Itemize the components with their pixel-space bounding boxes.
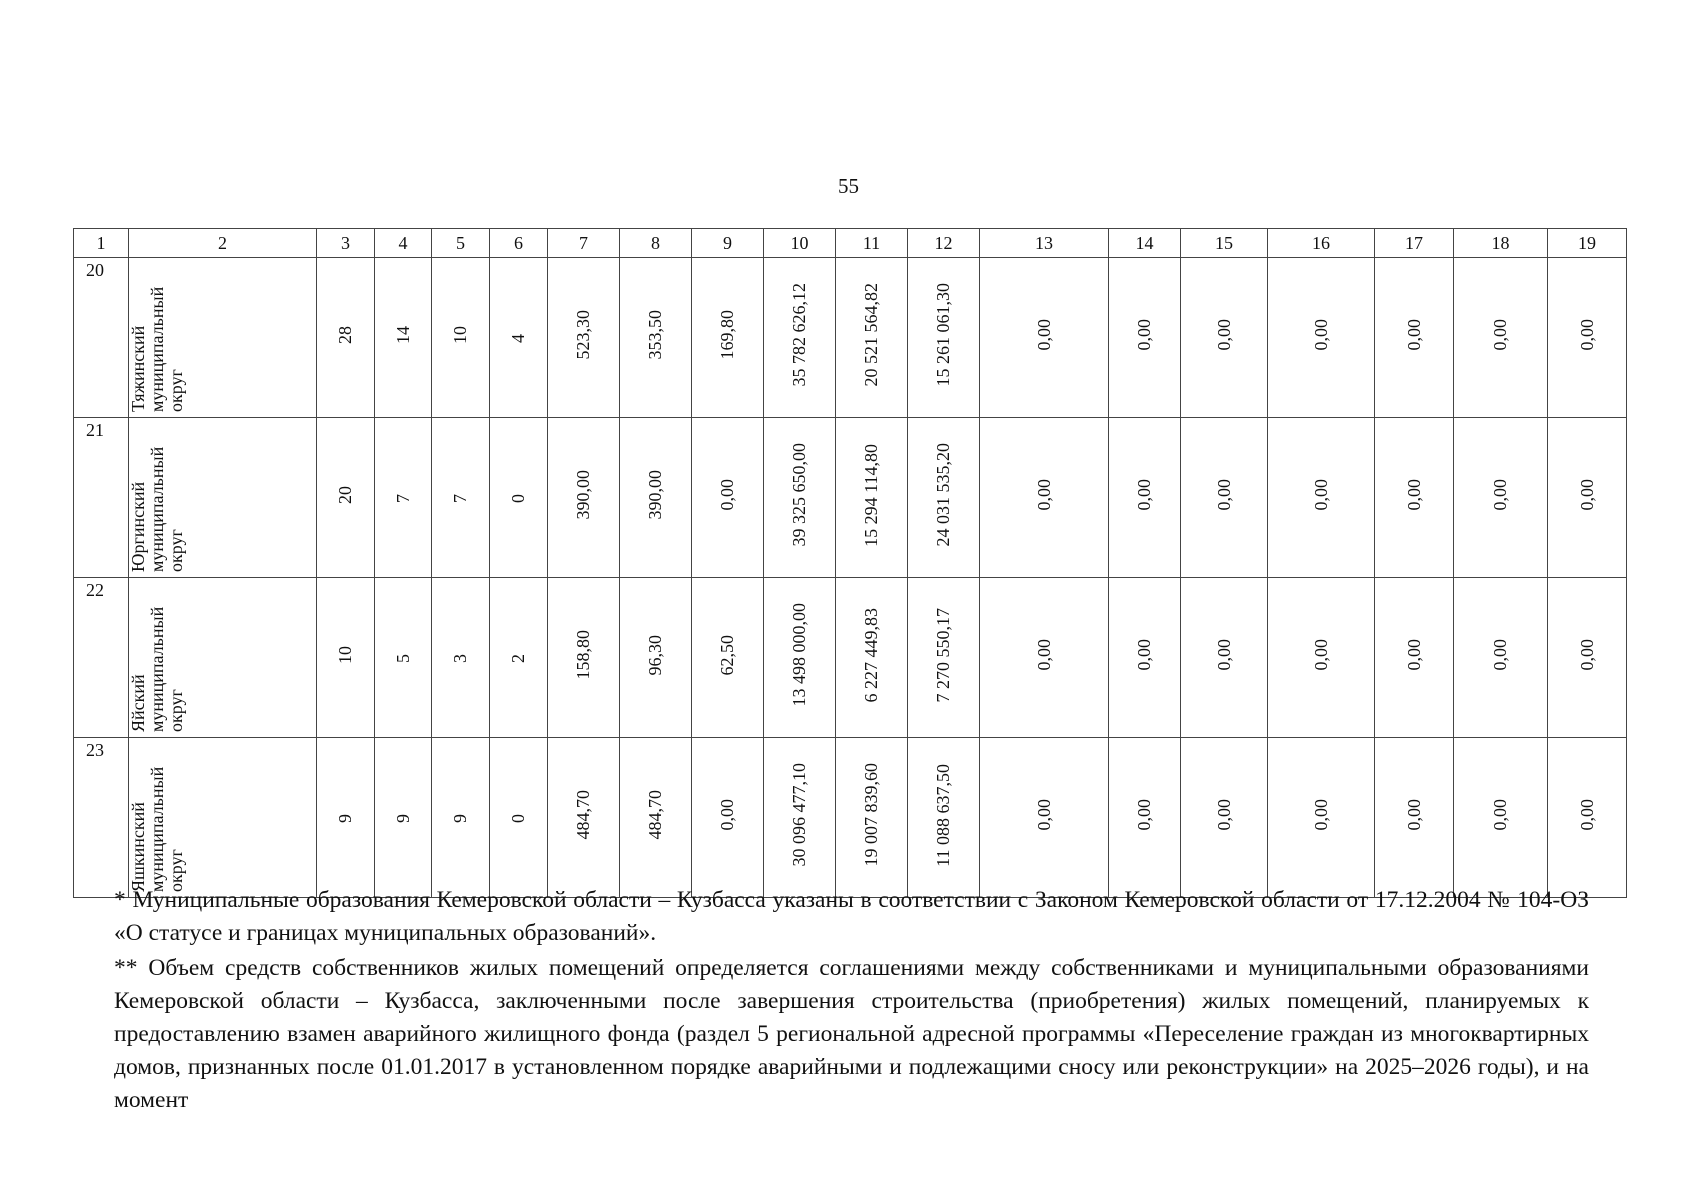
cell-value: 5 xyxy=(392,654,413,663)
table-cell xyxy=(1268,418,1375,578)
cell-value: 0,00 xyxy=(1403,319,1424,351)
cell-value: 0,00 xyxy=(1403,479,1424,511)
table-cell xyxy=(1548,258,1627,418)
table-cell xyxy=(908,418,980,578)
table-cell xyxy=(764,738,836,898)
municipality-name-cell xyxy=(129,578,317,738)
table-cell xyxy=(1375,418,1454,578)
cell-value: 0,00 xyxy=(1576,639,1597,671)
cell-value: 10 xyxy=(335,646,356,664)
table-cell xyxy=(836,578,908,738)
cell-value: 0,00 xyxy=(1213,479,1234,511)
cell-value: 0,00 xyxy=(1033,799,1054,831)
cell-value: 0,00 xyxy=(1213,639,1234,671)
table-cell xyxy=(692,578,764,738)
cell-value: 9 xyxy=(450,814,471,823)
table-cell xyxy=(1109,578,1181,738)
municipality-name-cell xyxy=(129,258,317,418)
table-cell xyxy=(490,738,548,898)
cell-value: 0 xyxy=(508,494,529,503)
table-cell xyxy=(375,258,432,418)
table-cell xyxy=(1375,738,1454,898)
cell-value: 390,00 xyxy=(645,470,666,520)
header-cell: 7 xyxy=(548,229,620,258)
header-cell: 13 xyxy=(980,229,1109,258)
cell-value: 13 498 000,00 xyxy=(789,603,810,707)
cell-value: 0,00 xyxy=(717,799,738,831)
cell-value: 0,00 xyxy=(1576,479,1597,511)
table-row xyxy=(74,738,1627,898)
header-cell: 19 xyxy=(1548,229,1627,258)
table-cell xyxy=(317,258,375,418)
header-cell: 17 xyxy=(1375,229,1454,258)
table-cell xyxy=(548,738,620,898)
header-cell: 16 xyxy=(1268,229,1375,258)
table-cell xyxy=(375,738,432,898)
table-cell xyxy=(1109,738,1181,898)
table-cell xyxy=(692,738,764,898)
table-cell xyxy=(620,258,692,418)
table-cell xyxy=(1454,418,1548,578)
table-cell xyxy=(1375,578,1454,738)
table-cell xyxy=(980,738,1109,898)
table-cell xyxy=(1454,738,1548,898)
table-cell xyxy=(836,418,908,578)
cell-value: 7 270 550,17 xyxy=(933,607,954,703)
table-cell xyxy=(1109,258,1181,418)
cell-value: 0,00 xyxy=(1490,479,1511,511)
table-cell xyxy=(764,578,836,738)
table-cell xyxy=(432,578,490,738)
table-cell xyxy=(490,258,548,418)
cell-value: 0,00 xyxy=(717,479,738,511)
cell-value: 0,00 xyxy=(1310,799,1331,831)
table-cell xyxy=(980,578,1109,738)
cell-value: 0,00 xyxy=(1576,319,1597,351)
table-cell xyxy=(1268,738,1375,898)
row-number: 21 xyxy=(74,418,129,578)
footnote-1: * Муниципальные образования Кемеровской области – Кузбасса указаны в соответствии с Законом Кемеровской области от 17.12.2004 № 104-ОЗ «О статусе и границах муниципальных образований». xyxy=(114,887,1589,946)
header-cell: 10 xyxy=(764,229,836,258)
table-cell xyxy=(1268,578,1375,738)
cell-value: 19 007 839,60 xyxy=(861,763,882,867)
header-cell: 11 xyxy=(836,229,908,258)
cell-value: 20 xyxy=(335,486,356,504)
table-cell xyxy=(1454,258,1548,418)
cell-value: 3 xyxy=(450,654,471,663)
table-cell xyxy=(1181,418,1268,578)
header-cell: 9 xyxy=(692,229,764,258)
header-cell: 15 xyxy=(1181,229,1268,258)
municipality-name-cell xyxy=(129,738,317,898)
data-table xyxy=(73,228,1627,898)
table-cell xyxy=(1548,578,1627,738)
cell-value: 7 xyxy=(392,494,413,503)
cell-value: 0,00 xyxy=(1490,639,1511,671)
cell-value: 15 294 114,80 xyxy=(861,443,882,547)
table-cell xyxy=(764,258,836,418)
cell-value: 30 096 477,10 xyxy=(789,763,810,867)
table-cell xyxy=(1375,258,1454,418)
cell-value: 0,00 xyxy=(1576,799,1597,831)
table-cell xyxy=(980,258,1109,418)
table-row xyxy=(74,418,1627,578)
cell-value: 14 xyxy=(392,326,413,344)
header-cell: 14 xyxy=(1109,229,1181,258)
table-cell xyxy=(620,738,692,898)
cell-value: 35 782 626,12 xyxy=(789,283,810,387)
table-cell xyxy=(1548,738,1627,898)
header-row xyxy=(74,229,1627,258)
cell-value: 0,00 xyxy=(1134,639,1155,671)
cell-value: 28 xyxy=(335,326,356,344)
table-cell xyxy=(317,578,375,738)
cell-value: 158,80 xyxy=(573,630,594,680)
table-cell xyxy=(692,258,764,418)
table-cell xyxy=(548,258,620,418)
header-cell: 4 xyxy=(375,229,432,258)
table-cell xyxy=(432,738,490,898)
table-cell xyxy=(490,578,548,738)
table-row xyxy=(74,578,1627,738)
table-row xyxy=(74,258,1627,418)
header-cell: 8 xyxy=(620,229,692,258)
table-cell xyxy=(375,578,432,738)
header-cell: 1 xyxy=(74,229,129,258)
table-cell xyxy=(908,578,980,738)
row-number: 20 xyxy=(74,258,129,418)
table-cell xyxy=(1268,258,1375,418)
table-cell xyxy=(317,738,375,898)
header-cell: 2 xyxy=(129,229,317,258)
cell-value: 353,50 xyxy=(645,310,666,360)
header-cell: 6 xyxy=(490,229,548,258)
table-cell xyxy=(1181,578,1268,738)
cell-value: 6 227 449,83 xyxy=(861,607,882,703)
table-cell xyxy=(490,418,548,578)
cell-value: 0,00 xyxy=(1033,639,1054,671)
cell-value: 523,30 xyxy=(573,310,594,360)
municipality-name-cell xyxy=(129,418,317,578)
cell-value: 0,00 xyxy=(1310,479,1331,511)
cell-value: 0,00 xyxy=(1134,799,1155,831)
table-cell xyxy=(764,418,836,578)
table-cell xyxy=(548,418,620,578)
footnote-2: ** Объем средств собственников жилых помещений определяется соглашениями между собственниками и муниципальными образованиями Кемеровской области – Кузбасса, заключенными после завершения строительства (приобретения) жилых помещений, планируемых к предоставлению взамен аварийного жилищного фонда (раздел 5 региональной адресной программы «Переселение граждан из многоквартирных домов, признанных после 01.01.2017 в установленном порядке аварийными и подлежащими сносу или реконструкции» на 2025–2026 годы), и на момент xyxy=(114,955,1589,1113)
cell-value: 0,00 xyxy=(1213,799,1234,831)
cell-value: 484,70 xyxy=(645,790,666,840)
municipality-name: Тяжинский муниципальный округ xyxy=(128,286,186,412)
table-cell xyxy=(432,418,490,578)
cell-value: 169,80 xyxy=(717,310,738,360)
cell-value: 0,00 xyxy=(1310,639,1331,671)
cell-value: 0,00 xyxy=(1134,479,1155,511)
table-cell xyxy=(908,738,980,898)
cell-value: 20 521 564,82 xyxy=(861,283,882,387)
table-cell xyxy=(980,418,1109,578)
cell-value: 484,70 xyxy=(573,790,594,840)
cell-value: 96,30 xyxy=(645,634,666,676)
table-cell xyxy=(317,418,375,578)
cell-value: 39 325 650,00 xyxy=(789,443,810,547)
cell-value: 0,00 xyxy=(1310,319,1331,351)
table-cell xyxy=(1109,418,1181,578)
cell-value: 9 xyxy=(392,814,413,823)
table-cell xyxy=(620,418,692,578)
cell-value: 15 261 061,30 xyxy=(933,283,954,387)
page-number: 55 xyxy=(838,174,859,198)
header-cell: 3 xyxy=(317,229,375,258)
table-cell xyxy=(836,258,908,418)
cell-value: 2 xyxy=(508,654,529,663)
cell-value: 24 031 535,20 xyxy=(933,443,954,547)
table-cell xyxy=(432,258,490,418)
table-cell xyxy=(1454,578,1548,738)
header-cell: 5 xyxy=(432,229,490,258)
header-cell: 18 xyxy=(1454,229,1548,258)
cell-value: 7 xyxy=(450,494,471,503)
table-cell xyxy=(692,418,764,578)
cell-value: 0,00 xyxy=(1213,319,1234,351)
row-number: 23 xyxy=(74,738,129,898)
cell-value: 0,00 xyxy=(1033,319,1054,351)
cell-value: 0,00 xyxy=(1403,639,1424,671)
cell-value: 390,00 xyxy=(573,470,594,520)
municipality-name: Яйский муниципальный округ xyxy=(128,606,186,732)
table-cell xyxy=(620,578,692,738)
table-cell xyxy=(1181,258,1268,418)
table-cell xyxy=(908,258,980,418)
table-cell xyxy=(548,578,620,738)
cell-value: 0,00 xyxy=(1403,799,1424,831)
cell-value: 62,50 xyxy=(717,634,738,676)
table-cell xyxy=(1181,738,1268,898)
cell-value: 4 xyxy=(508,334,529,343)
municipality-name: Юргинский муниципальный округ xyxy=(128,446,186,572)
cell-value: 0,00 xyxy=(1490,319,1511,351)
row-number: 22 xyxy=(74,578,129,738)
table-cell xyxy=(1548,418,1627,578)
table-cell xyxy=(836,738,908,898)
cell-value: 0,00 xyxy=(1033,479,1054,511)
cell-value: 10 xyxy=(450,326,471,344)
cell-value: 9 xyxy=(335,814,356,823)
table-cell xyxy=(375,418,432,578)
municipality-name: Яшкинский муниципальный округ xyxy=(128,766,186,892)
cell-value: 0 xyxy=(508,814,529,823)
footnotes xyxy=(114,884,1589,1119)
cell-value: 11 088 637,50 xyxy=(933,763,954,867)
cell-value: 0,00 xyxy=(1490,799,1511,831)
header-cell: 12 xyxy=(908,229,980,258)
cell-value: 0,00 xyxy=(1134,319,1155,351)
